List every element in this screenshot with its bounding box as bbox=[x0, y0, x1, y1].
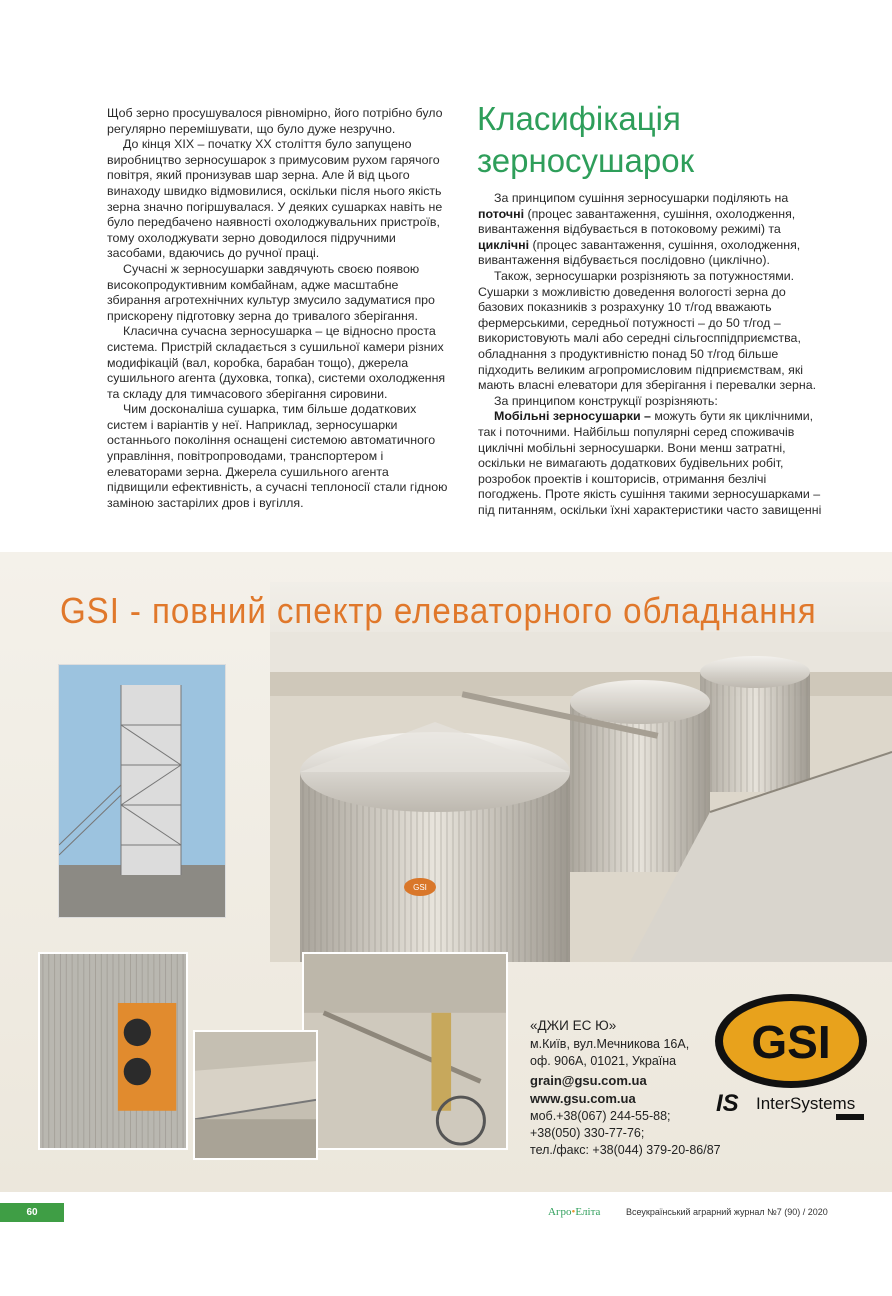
address-line-1: м.Київ, вул.Мечникова 16А, bbox=[530, 1037, 690, 1051]
paragraph: Мобільні зерносушарки – можуть бути як циклічними, так і поточними. Найбільш популярні серед споживачів циклічні мобільні зерносушарки. Вони менш затратні, оскільки не вимагають додаткових будівельних робіт, розробок проектів і кошторисів, отримання безлічі погоджень. Проте якість сушіння такими зерносушарками – під питанням, оскільки їхні характеристики часто завищенні bbox=[478, 409, 822, 517]
website-link[interactable]: www.gsu.com.ua bbox=[530, 1091, 636, 1106]
phone-fax: тел./факс: +38(044) 379-20-86/87 bbox=[530, 1143, 721, 1157]
paragraph: Щоб зерно просушувалося рівномірно, його потрібно було регулярно перемішувати, що було дуже незручно. bbox=[107, 106, 443, 136]
paragraph: Сучасні ж зерносушарки завдячують своєю появою високопродуктивним комбайнам, адже масштабне збирання агротехнічних культур змусило задуматися про прискорену підготовку зерна до тривалого зберігання. bbox=[107, 261, 435, 323]
dryer-photo bbox=[38, 952, 188, 1150]
paragraph: Також, зерносушарки розрізняють за потужностями. Сушарки з можливістю доведення вологості зерна до базових показників з розрахунку 10 т/год вважають фермерськими, середньої потужності – до 50 т/год – використовують малі або середні сільгосппідприємства, обладнання з продуктивністю понад 50 т/год більше підходить великим агропромисловим підприємствам, які мають власні елеватори для зберігання і перевалки зерна. bbox=[478, 268, 817, 393]
conveyor-photo bbox=[193, 1030, 318, 1160]
equipment-photo bbox=[302, 952, 508, 1150]
left-text-column bbox=[107, 106, 453, 511]
svg-text:GSI: GSI bbox=[751, 1016, 831, 1068]
gsi-advertisement bbox=[0, 552, 892, 1192]
paragraph: До кінця XIX – початку XX століття було запущено виробництво зерносушарок з примусовим рухом гарячого повітря, який пронизував шар зерна. Але й від цього винаходу швидко відмовилися, оскільки після нього якість зерна значно погіршувалася. У деяких сушарках навіть не було передбачено наявності охолоджувальних пристроїв, тому охолоджувати зерно доводилося підручними засобами, вдаючись до ручної праці. bbox=[107, 137, 443, 261]
journal-issue: Всеукраїнський аграрний журнал №7 (90) / 2020 bbox=[626, 1207, 828, 1217]
ad-title: GSI - повний спектр елеваторного обладнання bbox=[60, 590, 817, 631]
gsi-logo bbox=[713, 992, 869, 1090]
tower-photo bbox=[58, 664, 226, 918]
paragraph: За принципом конструкції розрізняють: bbox=[494, 393, 718, 408]
paragraph: За принципом сушіння зерносушарки поділяють на поточні (процес завантаження, сушіння, охолодження, вивантаження відбувається в потоковому режимі) та циклічні (процес завантаження, сушіння, охолодження, вивантаження відбувається послідовно (циклічно). bbox=[478, 191, 801, 268]
address-line-2: оф. 906А, 01021, Україна bbox=[530, 1054, 677, 1068]
svg-text:IS: IS bbox=[716, 1090, 739, 1117]
silo-badge-text: GSI bbox=[413, 883, 427, 892]
silos-photo bbox=[270, 632, 892, 962]
company-name: «ДЖИ ЕС Ю» bbox=[530, 1018, 617, 1033]
paragraph: Чим досконаліша сушарка, тим більше додаткових систем і варіантів у неї. Наприклад, зерносушарки останнього покоління оснащені системою автоматичного управління, повітропроводами, транспортером і елеваторами зерна. Джерела сушильного агента підвищили ефективність, а сучасні теплоносії стали гідною заміною застарілих дров і вугілля. bbox=[107, 402, 448, 510]
svg-text:InterSystems: InterSystems bbox=[756, 1094, 856, 1113]
email-link[interactable]: grain@gsu.com.ua bbox=[530, 1073, 647, 1088]
intersystems-logo bbox=[716, 1087, 876, 1123]
phone-mobile-2: +38(050) 330-77-76; bbox=[530, 1126, 645, 1140]
section-heading: Класифікація зерносушарок bbox=[477, 100, 695, 179]
journal-brand: Агро•Еліта bbox=[548, 1206, 601, 1218]
right-text-column bbox=[478, 191, 828, 518]
phone-mobile-1: моб.+38(067) 244-55-88; bbox=[530, 1109, 671, 1123]
page-number: 60 bbox=[0, 1203, 64, 1222]
paragraph: Класична сучасна зерносушарка – це відносно проста система. Пристрій складається з сушильної камери різних модифікацій (вал, коробка, барабан тощо), джерела сушильного агента (духовка, топка), системи охолодження та складу для тимчасового зберігання сировини. bbox=[107, 324, 446, 401]
